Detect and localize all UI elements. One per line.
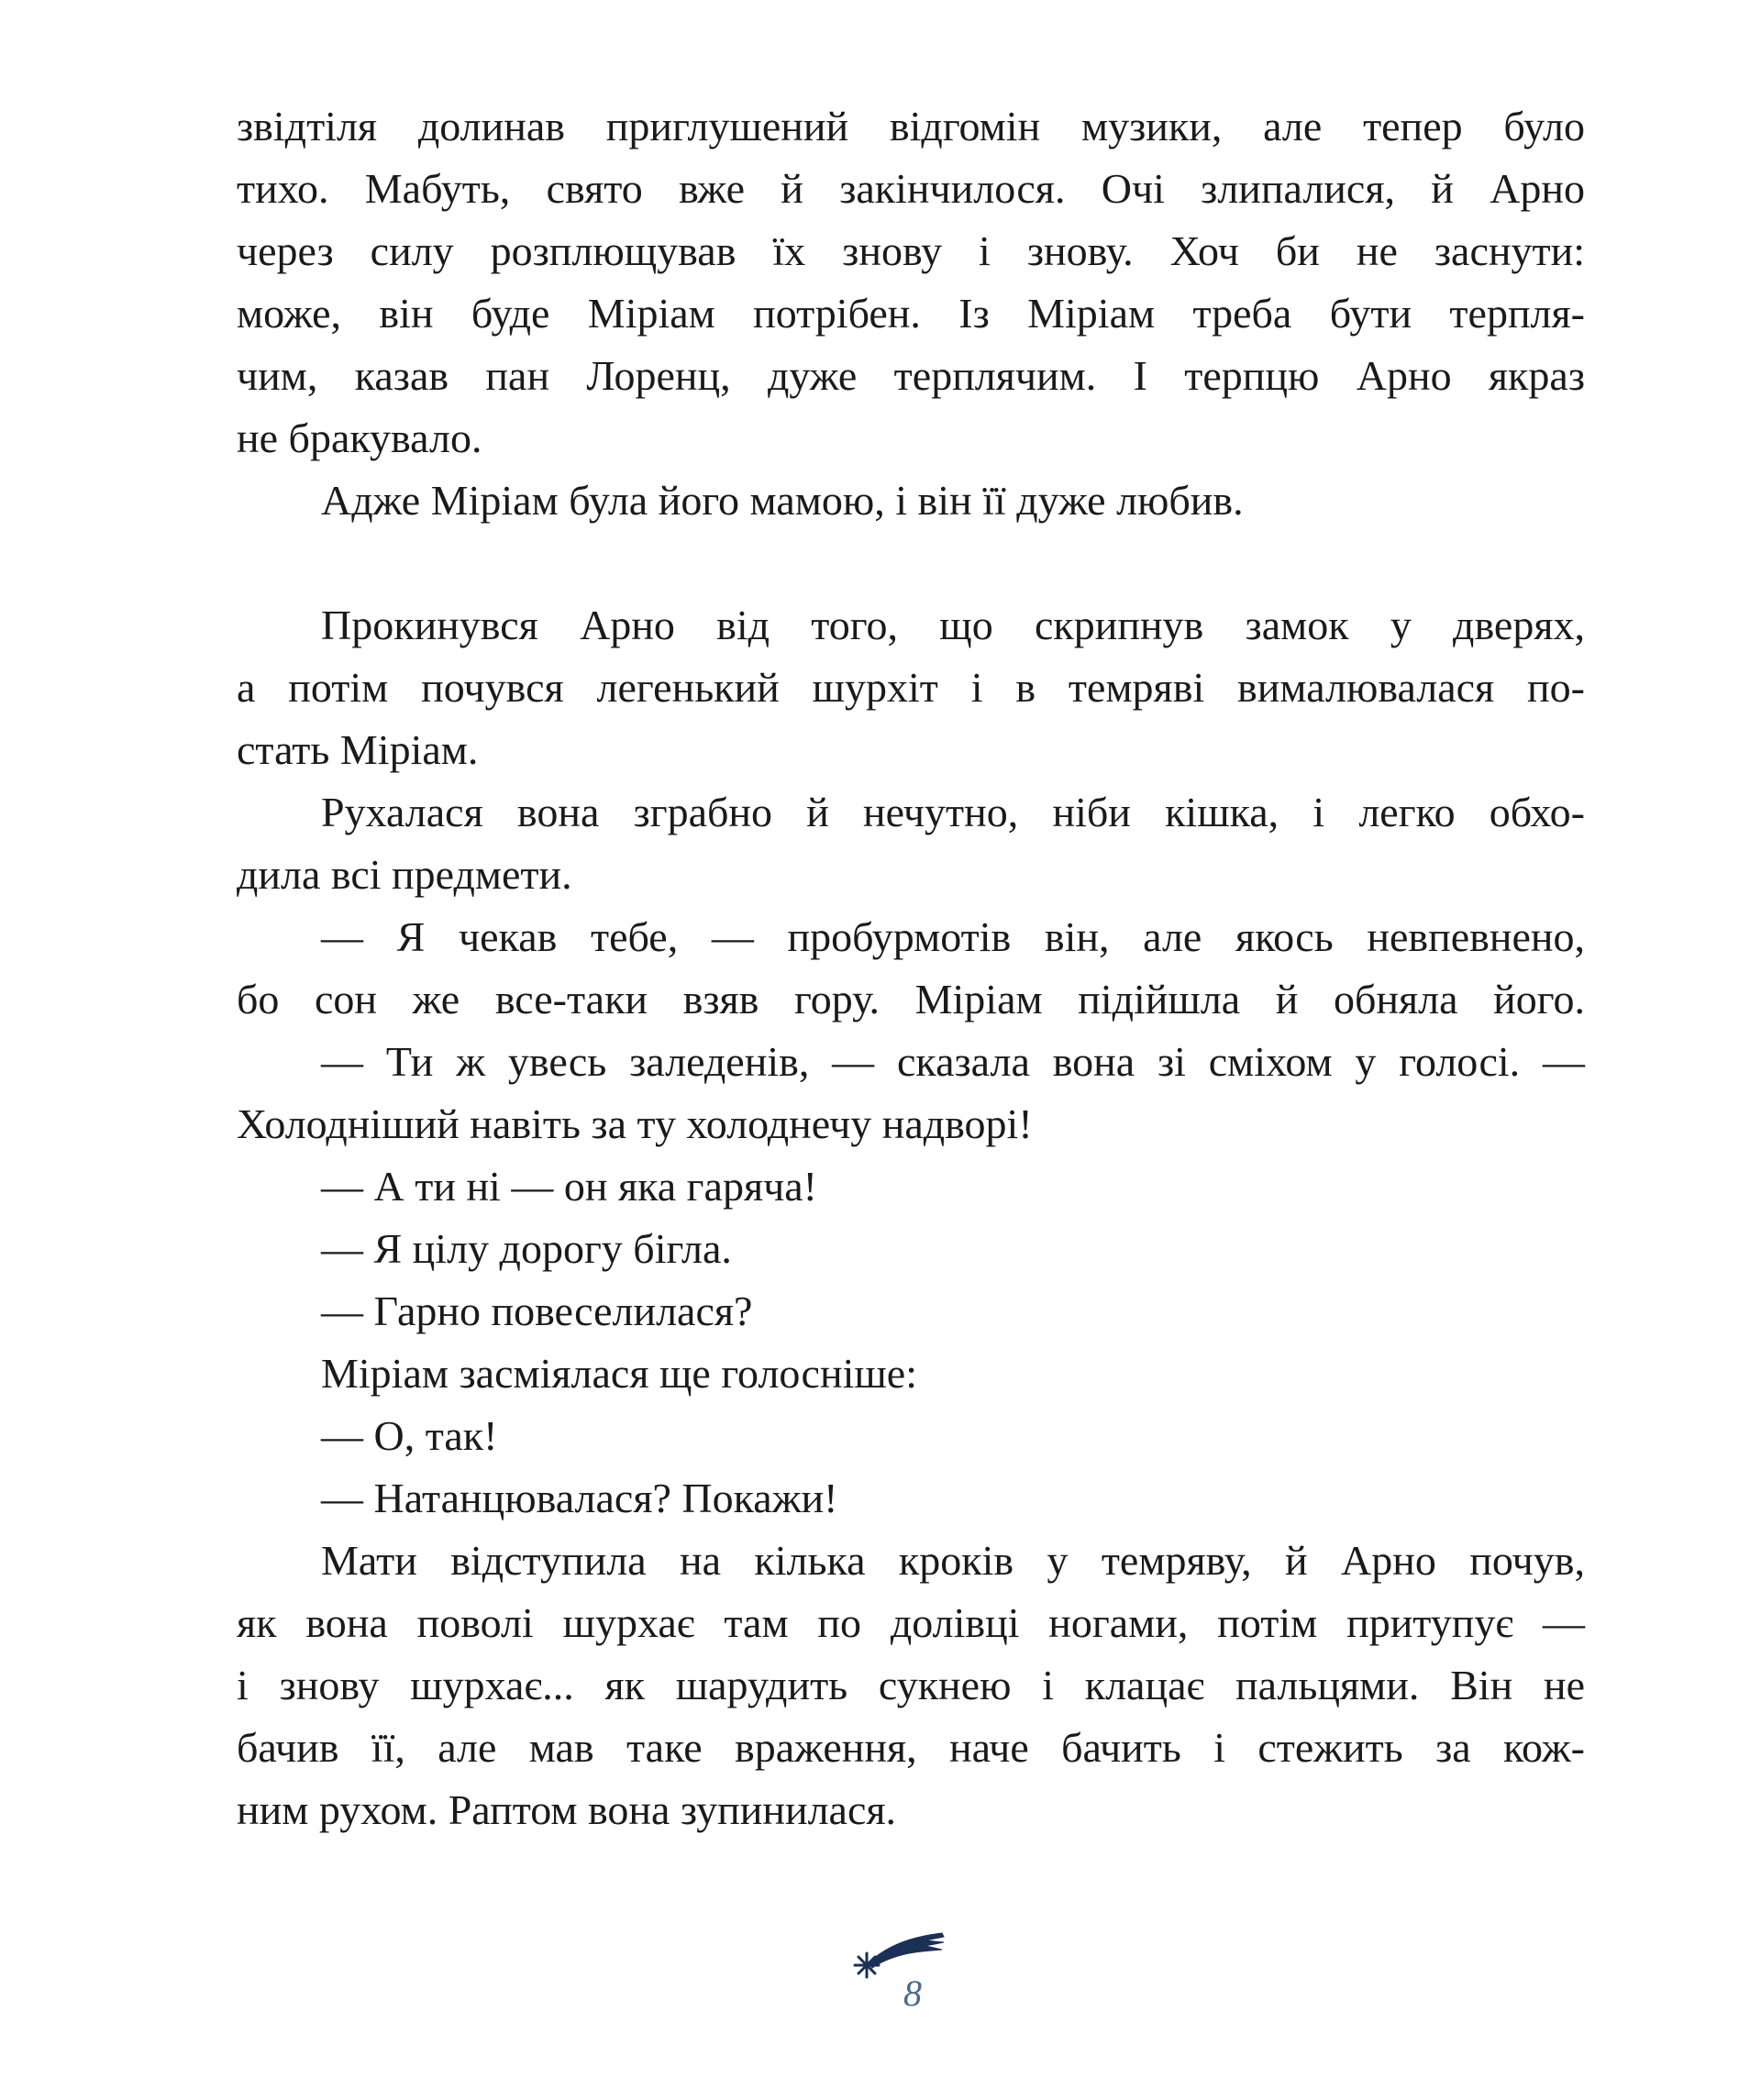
text-line: — Я чекав тебе, — пробурмотів він, але якось невпевнено, [321,913,1585,960]
text-line: і знову шурхає... як шарудить сукнею і клацає пальцями. Він не [237,1662,1585,1708]
text-line: дила всі предмети. [237,851,572,898]
text-line: Міріам засміялася ще голосніше: [321,1350,917,1397]
text-line: як вона поволі шурхає там по долівці ногами, потім притупує — [237,1599,1585,1646]
text-line: Прокинувся Арно від того, що скрипнув замок у дверях, [321,602,1585,648]
text-line: може, він буде Міріам потрібен. Із Міріам треба бути терпля- [237,290,1585,337]
text-line: а потім почувся легенький шурхіт і в темряві вималювалася по- [237,664,1585,711]
text-line: — О, так! [321,1412,498,1459]
text-line: Адже Міріам була його мамою, і він її дуже любив. [321,477,1244,524]
text-line: чим, казав пан Лоренц, дуже терплячим. І терпцю Арно якраз [237,352,1585,399]
text-line: не бракувало. [237,414,482,461]
text-line: — А ти ні — он яка гаряча! [321,1163,817,1210]
text-line: — Я цілу дорогу бігла. [321,1225,732,1272]
text-line: через силу розплющував їх знову і знову. Хоч би не заснути: [237,227,1585,274]
text-line: тихо. Мабуть, свято вже й закінчилося. Очі злипалися, й Арно [237,165,1585,212]
text-line: звідтіля долинав приглушений відгомін музики, але тепер було [237,103,1585,149]
text-line: ним рухом. Раптом вона зупинилася. [237,1786,897,1833]
blank-line [237,532,1585,594]
text-line: бо сон же все-таки взяв гору. Міріам підійшла й обняла його. [237,976,1585,1022]
page-number: 8 [903,1973,922,2014]
text-line: бачив її, але мав таке враження, наче бачить і стежить за кож- [237,1724,1585,1771]
text-line: Холодніший навіть за ту холоднечу надворі! [237,1100,1033,1147]
text-line: Рухалася вона зграбно й нечутно, ніби кішка, і легко обхо- [321,789,1585,835]
page-text [237,95,1585,1841]
text-line: — Ти ж увесь заледенів, — сказала вона зі сміхом у голосі. — [321,1038,1585,1085]
text-line: стать Міріам. [237,726,479,773]
text-line: — Натанцювалася? Покажи! [321,1475,838,1521]
text-line: Мати відступила на кілька кроків у темряву, й Арно почув, [321,1537,1585,1584]
text-line: — Гарно повеселилася? [321,1288,753,1334]
